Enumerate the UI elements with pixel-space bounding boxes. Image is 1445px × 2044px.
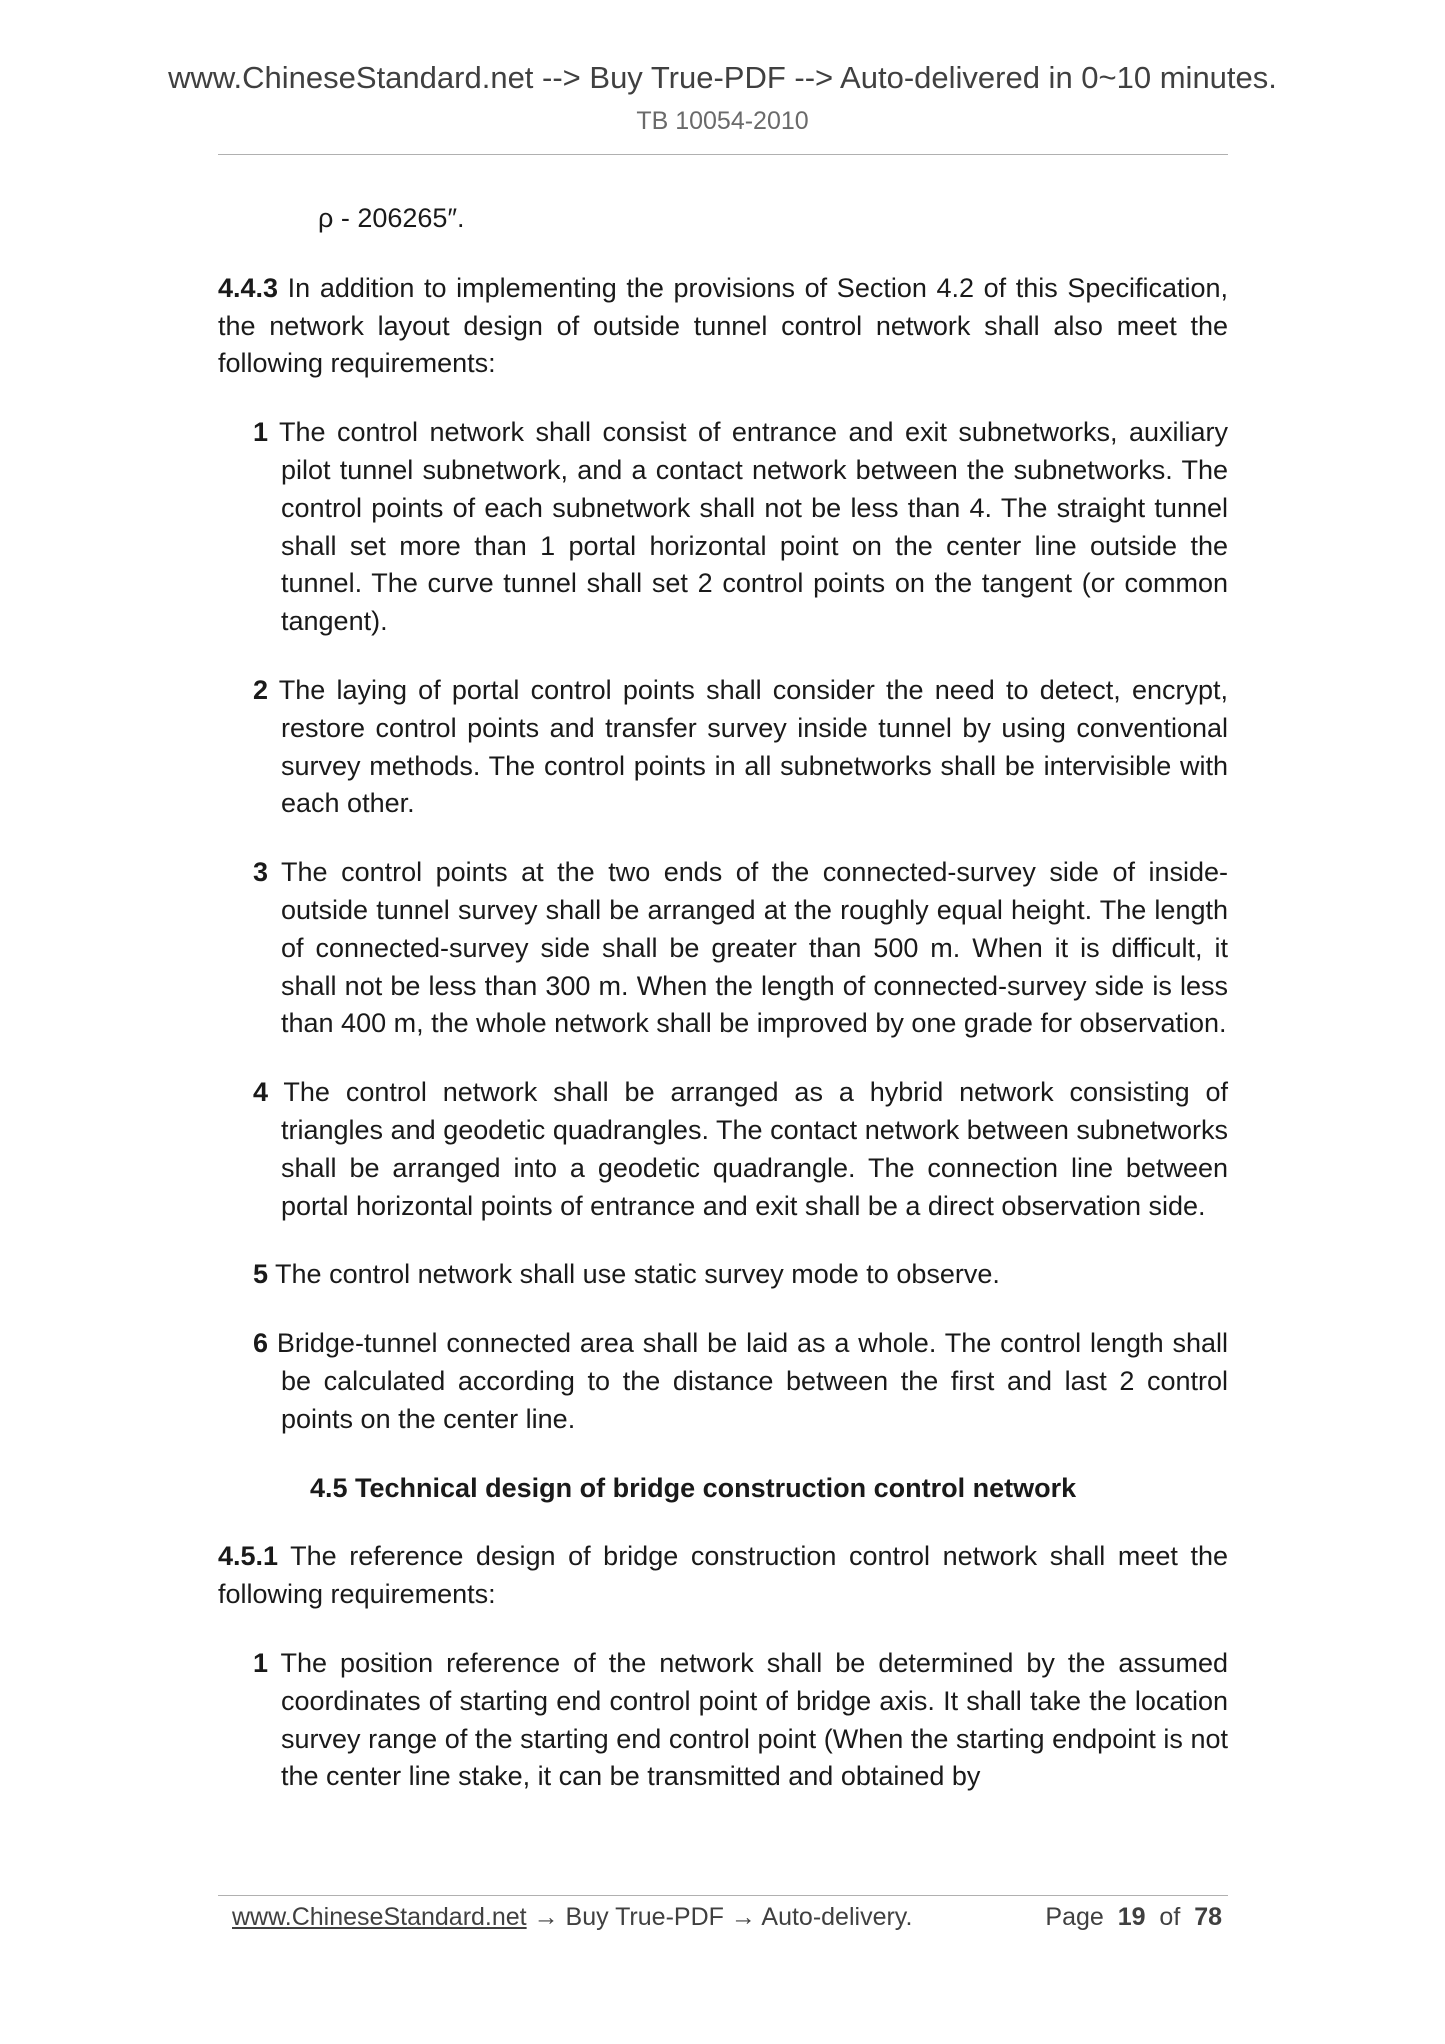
footer-promo-text: → Buy True-PDF → Auto-delivery. [526,1903,913,1931]
list-item [218,672,1228,823]
page-label: Page [1045,1903,1104,1931]
total-pages: 78 [1194,1903,1222,1931]
item-number: 4 [253,1077,269,1108]
page-header [0,58,1445,138]
clause-text: In addition to implementing the provisions of Section 4.2 of this Specification, the network layout design of outside tunnel control network shall also meet the following requirements: [218,272,1228,379]
footer-site-link[interactable]: www.ChineseStandard.net [232,1903,527,1931]
item-text: The laying of portal control points shall consider the need to detect, encrypt, restore control points and transfer survey inside tunnel by using conventional survey methods. The control points in all subnetworks shall be intervisible with each other. [268,674,1228,819]
page-indicator [1045,1897,1222,1937]
item-text: The control network shall consist of entrance and exit subnetworks, auxiliary pilot tunnel subnetwork, and a contact network between the subnetworks. The control points of each subnetwork shall not be less than 4. The straight tunnel shall set more than 1 portal horizontal point on the center line outside the tunnel. The curve tunnel shall set 2 control points on the tangent (or common tangent). [268,417,1228,637]
document-body [218,200,1228,1827]
rho-definition: ρ - 206265″. [318,203,465,233]
header-site-line[interactable]: www.ChineseStandard.net --> Buy True-PDF --> Auto-delivered in 0~10 minutes. [168,60,1277,95]
clause-number: 4.5.1 [218,1541,279,1572]
clause-4-4-3 [218,270,1228,383]
section-heading-4-5: 4.5 Technical design of bridge construction control network [310,1472,1077,1503]
footer-divider [218,1895,1228,1896]
item-number: 3 [253,857,269,888]
item-number: 5 [253,1259,269,1290]
item-number: 6 [253,1328,269,1359]
list-item [218,854,1228,1043]
list-item [218,1325,1228,1438]
of-label: of [1159,1903,1181,1931]
footer-promo [232,1897,912,1937]
page-number: 19 [1117,1903,1146,1931]
item-text: The control network shall use static survey mode to observe. [268,1259,1000,1290]
item-number: 1 [253,417,269,448]
clause-number: 4.4.3 [218,272,279,303]
clause-text: The reference design of bridge construction control network shall meet the following requirements: [218,1541,1228,1610]
list-item [218,1074,1228,1225]
item-text: Bridge-tunnel connected area shall be laid as a whole. The control length shall be calculated according to the distance between the first and last 2 control points on the center line. [268,1328,1228,1434]
header-standard-code: TB 10054-2010 [636,107,809,135]
header-divider [218,154,1228,155]
item-text: The control network shall be arranged as a hybrid network consisting of triangles and geodetic quadrangles. The contact network between subnetworks shall be arranged into a geodetic quadrangle. The connection line between portal horizontal points of entrance and exit shall be a direct observation side. [268,1077,1228,1221]
clause-4-5-1 [218,1538,1228,1614]
list-item [218,414,1228,641]
item-number: 1 [253,1647,269,1678]
item-number: 2 [253,674,269,705]
list-item [218,1256,1228,1294]
item-text: The control points at the two ends of the connected-survey side of inside-outside tunnel survey shall be arranged at the roughly equal height. The length of connected-survey side shall be greater than 500 m. When it is difficult, it shall not be less than 300 m. When the length of connected-survey side is less than 400 m, the whole network shall be improved by one grade for observation. [268,857,1228,1039]
item-text: The position reference of the network shall be determined by the assumed coordinates of starting end control point of bridge axis. It shall take the location survey range of the starting end control point (When the starting endpoint is not the center line stake, it can be transmitted and obtained by [268,1647,1228,1792]
page-footer [218,1897,1228,1937]
list-item [218,1645,1228,1796]
